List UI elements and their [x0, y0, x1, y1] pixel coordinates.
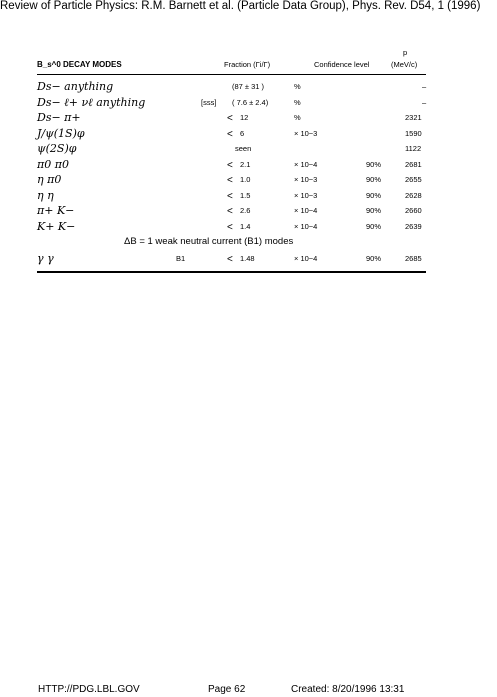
footer-url: HTTP://PDG.LBL.GOV — [38, 684, 140, 695]
row-value: 6 — [240, 128, 245, 138]
row-p: 2639 — [405, 221, 422, 231]
row-unit: × 10−3 — [294, 175, 318, 184]
row-p: – — [422, 82, 427, 91]
row-scale: B1 — [176, 254, 186, 263]
row-lt: < — [227, 159, 233, 171]
row-mode: γ γ — [37, 252, 54, 265]
col-fraction: Fraction (Γi/Γ) — [224, 60, 271, 69]
row-unit: × 10−4 — [294, 206, 318, 215]
row-lt: < — [227, 254, 233, 265]
row-lt: < — [227, 206, 233, 217]
row-mode: Ds− anything — [37, 80, 114, 93]
row-unit: % — [294, 113, 301, 122]
row-unit: × 10−3 — [294, 190, 318, 200]
row-unit: × 10−3 — [294, 128, 318, 138]
col-confidence: Confidence level — [314, 60, 370, 69]
row-cl: 90% — [366, 254, 382, 263]
row-cl: 90% — [366, 206, 382, 215]
row-mode: Ds− π+ — [37, 111, 81, 124]
row-mode: K+ K− — [37, 219, 76, 233]
header-rule — [37, 74, 426, 75]
row-mode: Ds− ℓ+ νℓ anything — [37, 95, 146, 109]
row-unit: % — [294, 97, 301, 107]
row-cl: 90% — [366, 221, 382, 231]
row-value: 1.48 — [240, 254, 255, 263]
row-value: 1.5 — [240, 190, 251, 200]
row-unit: × 10−4 — [294, 221, 318, 231]
table-title: B_s^0 DECAY MODES — [37, 60, 122, 69]
footer-page: Page 62 — [208, 684, 246, 695]
row-mode: π+ K− — [37, 204, 75, 217]
row-mode: ψ(2S)φ — [37, 142, 77, 155]
table-bottom-rule — [37, 271, 426, 273]
row-p: – — [422, 97, 427, 107]
row-cl: 90% — [366, 175, 382, 184]
row-cl: 90% — [366, 159, 382, 169]
page-header: Review of Particle Physics: R.M. Barnett et al. (Particle Data Group), Phys. Rev. D54, 1 (1996) — [0, 0, 481, 12]
row-lt: < — [227, 221, 233, 233]
row-unit: % — [294, 82, 301, 91]
row-cl: 90% — [366, 190, 382, 200]
row-lt: < — [227, 175, 233, 186]
row-mode: η η — [37, 188, 54, 202]
row-p: 2681 — [405, 159, 422, 169]
row-value: 1.4 — [240, 221, 251, 231]
col-p-bottom: (MeV/c) — [391, 60, 418, 69]
row-p: 2660 — [405, 206, 422, 215]
row-value: 2.1 — [240, 159, 251, 169]
row-p: 2628 — [405, 190, 422, 200]
row-mode: J/ψ(1S)φ — [37, 126, 85, 140]
row-scale: [sss] — [201, 97, 217, 107]
row-lt: < — [227, 113, 233, 124]
row-value: 1.0 — [240, 175, 251, 184]
section-title: ΔB = 1 weak neutral current (B1) modes — [124, 236, 294, 247]
row-value: seen — [235, 144, 252, 153]
row-unit: × 10−4 — [294, 159, 318, 169]
row-mode: η π0 — [37, 173, 62, 186]
row-p: 2321 — [405, 113, 422, 122]
row-p: 1590 — [405, 128, 422, 138]
row-lt: < — [227, 190, 233, 202]
row-value: 2.6 — [240, 206, 251, 215]
row-p: 1122 — [405, 144, 422, 153]
col-p-top: p — [403, 48, 408, 57]
row-value: (87 ± 31 ) — [232, 82, 265, 91]
row-unit: × 10−4 — [294, 254, 318, 263]
row-value: 12 — [240, 113, 249, 122]
row-value: ( 7.6 ± 2.4) — [232, 97, 269, 107]
footer-created: Created: 8/20/1996 13:31 — [291, 684, 405, 695]
row-lt: < — [227, 128, 233, 140]
row-p: 2655 — [405, 175, 422, 184]
row-p: 2685 — [405, 254, 422, 263]
row-mode: π0 π0 — [37, 157, 69, 171]
